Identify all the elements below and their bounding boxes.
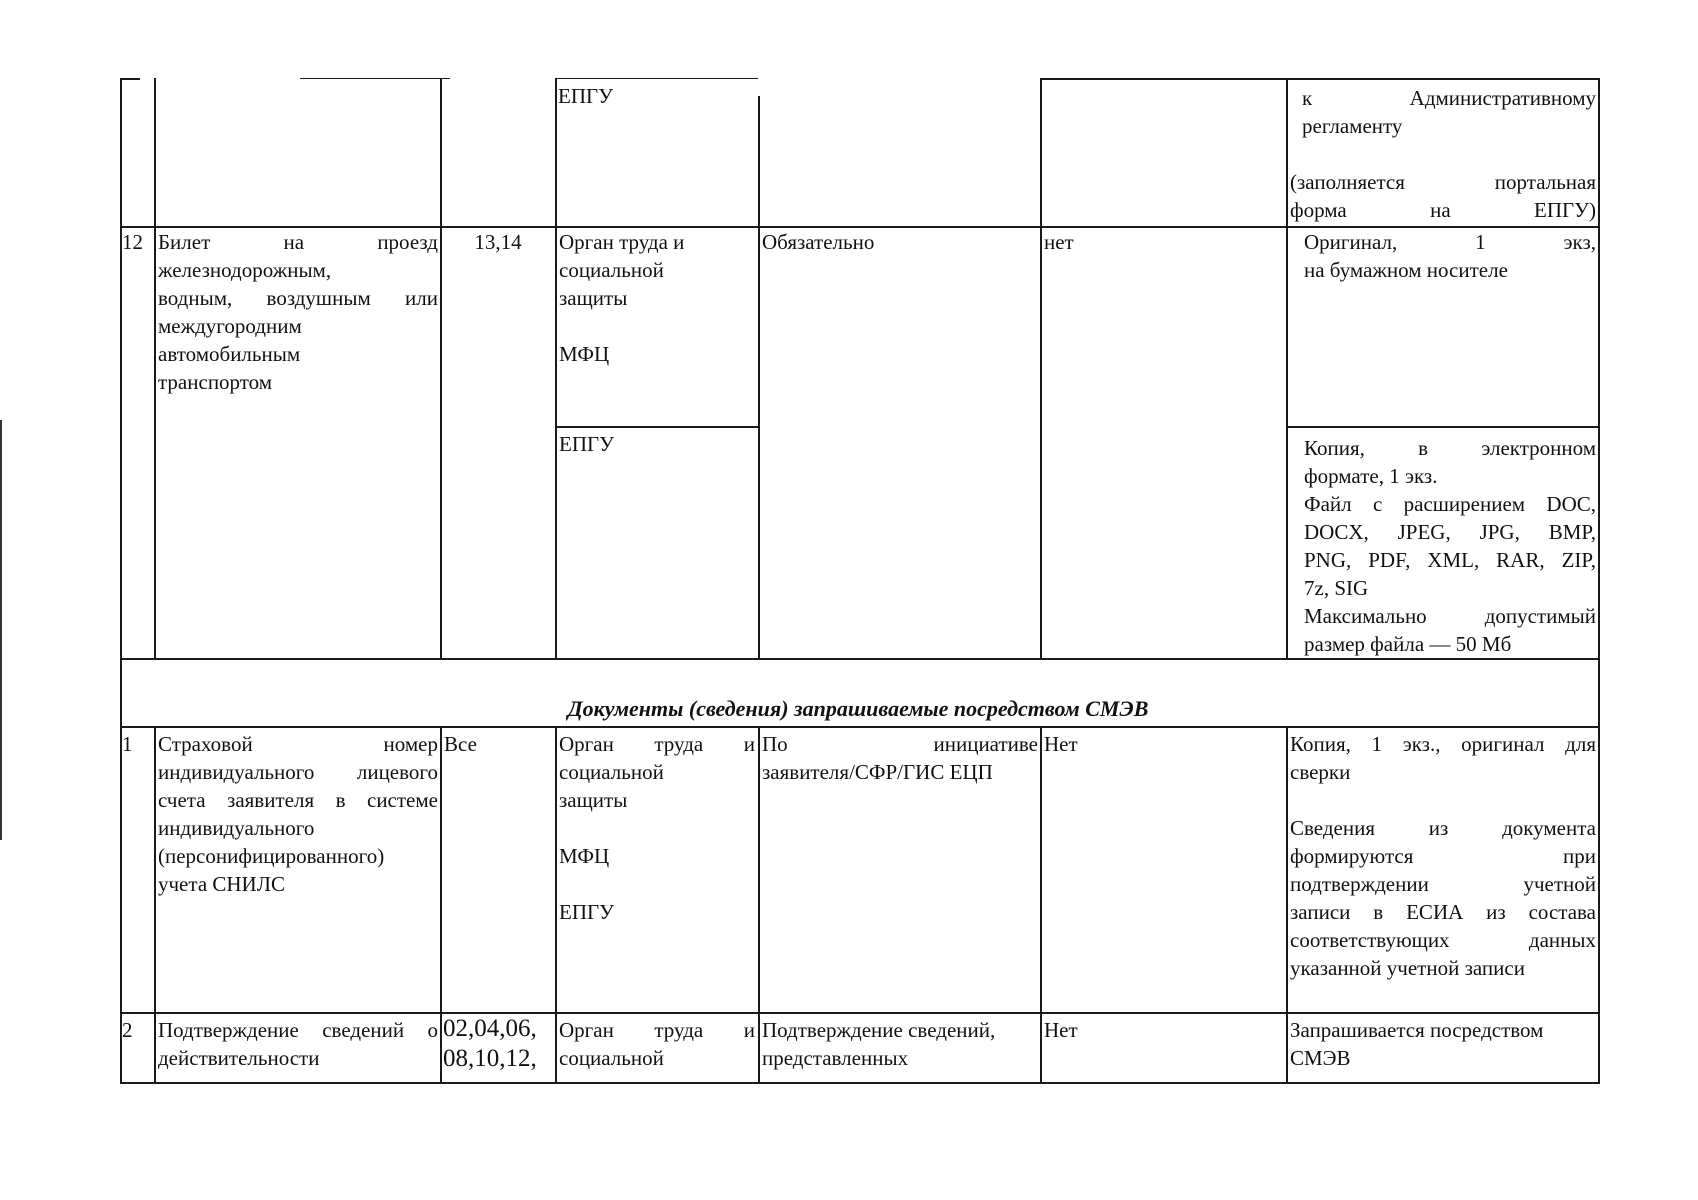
row12-form-paper: Оригинал, 1 экз, на бумажном носителе — [1304, 230, 1596, 282]
row12-provider-epgu: ЕПГУ — [559, 432, 615, 456]
row1-smev: Нет — [1044, 732, 1078, 756]
table-border — [1040, 78, 1600, 80]
table-border — [120, 78, 122, 658]
row12-provider: Орган труда и социальной защиты МФЦ — [559, 230, 685, 366]
row2-smev: Нет — [1044, 1018, 1078, 1042]
table-border — [1598, 78, 1600, 658]
row1-document-name: Страховой номер индивидуального лицевого счета заявителя в системе индивидуального (персонифицированного) учета СНИЛС — [158, 732, 438, 896]
scan-margin-mark — [0, 420, 2, 840]
top-row-channel: ЕПГУ — [558, 84, 614, 108]
row12-number: 12 — [122, 230, 143, 254]
table-border — [300, 78, 450, 79]
table-border — [1598, 658, 1600, 728]
table-border — [1286, 78, 1288, 658]
row1-form-copy: Копия, 1 экз., оригинал для сверки — [1290, 732, 1596, 784]
table-border — [758, 726, 760, 1084]
row1-provider: Орган труда и социальной защиты МФЦ ЕПГУ — [559, 732, 755, 924]
row1-requirement: По инициативе заявителя/СФР/ГИС ЕЦП — [762, 732, 1038, 784]
table-border — [120, 726, 1600, 728]
table-border — [555, 426, 758, 428]
row12-smev: нет — [1044, 230, 1074, 254]
table-border — [440, 78, 442, 658]
table-border — [555, 726, 557, 1084]
table-border — [1040, 78, 1042, 658]
table-border — [1598, 726, 1600, 1084]
table-border — [120, 1012, 1600, 1014]
row2-categories: 02,04,06, 08,10,12, — [443, 1015, 537, 1072]
row2-number: 2 — [122, 1018, 133, 1042]
table-border — [440, 726, 442, 1084]
table-border — [758, 96, 760, 658]
table-border — [120, 78, 140, 80]
table-border — [1040, 726, 1042, 1084]
row1-number: 1 — [122, 732, 133, 756]
table-border — [154, 78, 156, 658]
row1-form-info: Сведения из документа формируются при подтверждении учетной записи в ЕСИА из состава соответствующих данных указанной учетной записи — [1290, 816, 1596, 980]
section-title: Документы (сведения) запрашиваемые посредством СМЭВ — [567, 696, 1149, 721]
top-row-form: к Административному регламенту — [1302, 86, 1596, 138]
row2-document-name: Подтверждение сведений о действительности — [158, 1018, 438, 1070]
row1-categories: Все — [444, 732, 477, 756]
row12-requirement: Обязательно — [762, 230, 875, 254]
row12-form-electronic: Копия, в электронном формате, 1 экз. Файл с расширением DOC, DOCX, JPEG, JPG, BMP, PNG, PDF, XML, RAR, ZIP, 7z, SIG Максимально допустимый размер файла — 50 Мб — [1304, 436, 1596, 656]
table-border — [1286, 726, 1288, 1084]
top-row-form-note: (заполняется портальная форма на ЕПГУ) — [1290, 170, 1596, 222]
row2-form: Запрашивается посредством СМЭВ — [1290, 1018, 1544, 1070]
table-border — [120, 658, 1600, 660]
table-border — [555, 78, 758, 79]
table-border — [555, 78, 557, 658]
table-border — [120, 1082, 1600, 1084]
table-border — [154, 726, 156, 1084]
row2-provider: Орган труда и социальной — [559, 1018, 755, 1070]
row12-document-name: Билет на проезд железнодорожным, водным, воздушным или междугородним автомобильным транспортом — [158, 230, 438, 394]
table-border — [1286, 426, 1600, 428]
row12-categories: 13,14 — [474, 230, 522, 254]
row2-requirement: Подтверждение сведений, представленных — [762, 1018, 996, 1070]
